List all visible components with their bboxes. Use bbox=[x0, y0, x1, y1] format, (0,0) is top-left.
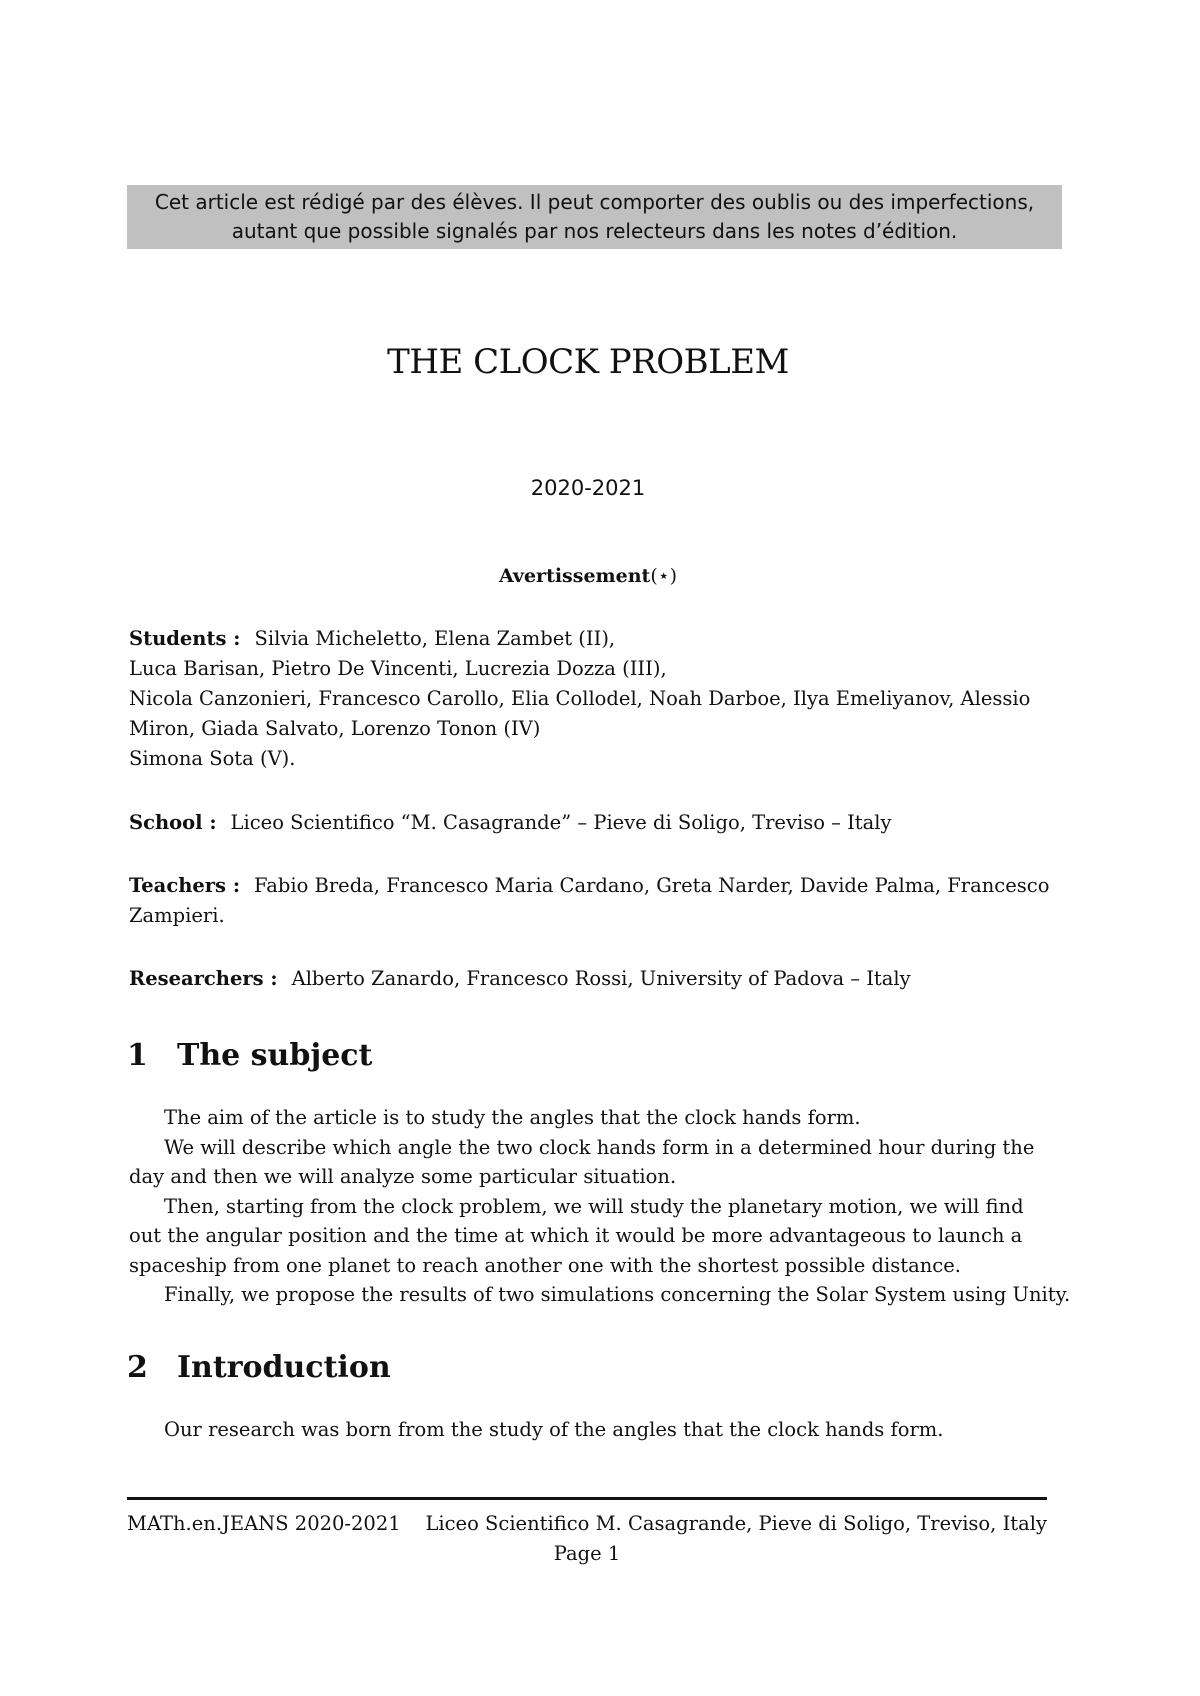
page-number: Page 1 bbox=[553, 1542, 621, 1565]
section-title-1: The subject bbox=[177, 1038, 373, 1073]
warning-mark: (⋆) bbox=[650, 565, 678, 587]
section-heading-2 bbox=[127, 1350, 391, 1385]
notice-line-1: Cet article est rédigé par des élèves. Il peut comporter des oublis ou des imperfections, bbox=[154, 190, 1035, 214]
warning-label bbox=[0, 565, 1176, 587]
teachers-block bbox=[129, 871, 1059, 931]
section-1-body bbox=[129, 1103, 1071, 1310]
section-2-body bbox=[129, 1415, 1064, 1445]
paragraph-line: We will describe which angle the two clock hands form in a determined hour during the bbox=[164, 1135, 1035, 1159]
footer-school: Liceo Scientifico M. Casagrande, Pieve di Soligo, Treviso, Italy bbox=[425, 1512, 1047, 1535]
notice-line-2: autant que possible signalés par nos relecteurs dans les notes d’édition. bbox=[231, 219, 958, 243]
paragraph-line: day and then we will analyze some particular situation. bbox=[129, 1165, 677, 1188]
students-line-3: Nicola Canzonieri, Francesco Carollo, Elia Collodel, Noah Darboe, Ilya Emeliyanov, Alessio bbox=[129, 687, 1031, 710]
students-line-2: Luca Barisan, Pietro De Vincenti, Lucrezia Dozza (III), bbox=[129, 657, 667, 680]
paragraph-line: spaceship from one planet to reach another one with the shortest possible distance. bbox=[129, 1253, 961, 1277]
paragraph-line: The aim of the article is to study the angles that the clock hands form. bbox=[164, 1106, 861, 1129]
section-heading-1 bbox=[127, 1038, 372, 1073]
warning-text: Avertissement bbox=[498, 565, 651, 587]
paragraph-line: Then, starting from the clock problem, we will study the planetary motion, we will find bbox=[164, 1194, 1024, 1218]
teachers-line-1: Fabio Breda, Francesco Maria Cardano, Greta Narder, Davide Palma, Francesco bbox=[254, 874, 1050, 897]
students-label: Students : bbox=[129, 627, 241, 650]
editorial-notice-box bbox=[127, 185, 1062, 249]
school-label: School : bbox=[129, 811, 217, 834]
article-title: THE CLOCK PROBLEM bbox=[387, 342, 789, 382]
paragraph-line: Our research was born from the study of the angles that the clock hands form. bbox=[164, 1418, 944, 1441]
researchers-block bbox=[129, 964, 1059, 994]
footer-event: MATh.en.JEANS 2020-2021 bbox=[127, 1512, 401, 1535]
footer-divider bbox=[127, 1497, 1047, 1500]
teachers-label: Teachers : bbox=[129, 874, 241, 897]
researchers-text: Alberto Zanardo, Francesco Rossi, University of Padova – Italy bbox=[291, 967, 911, 990]
researchers-label: Researchers : bbox=[129, 967, 278, 990]
students-line-5: Simona Sota (V). bbox=[129, 747, 296, 770]
section-title-2: Introduction bbox=[177, 1350, 391, 1385]
teachers-line-2: Zampieri. bbox=[129, 904, 225, 927]
article-year: 2020-2021 bbox=[530, 476, 646, 500]
section-number-1: 1 bbox=[127, 1038, 148, 1073]
paragraph-line: out the angular position and the time at which it would be more advantageous to launch a bbox=[129, 1224, 1023, 1247]
school-text: Liceo Scientifico “M. Casagrande” – Pieve di Soligo, Treviso – Italy bbox=[230, 811, 892, 834]
students-line-4: Miron, Giada Salvato, Lorenzo Tonon (IV) bbox=[129, 717, 541, 740]
section-number-2: 2 bbox=[127, 1350, 148, 1385]
students-block bbox=[129, 624, 1059, 774]
students-line-1: Silvia Micheletto, Elena Zambet (II), bbox=[254, 627, 616, 650]
school-block bbox=[129, 808, 1059, 838]
page-footer bbox=[127, 1509, 1047, 1569]
paragraph-line: Finally, we propose the results of two simulations concerning the Solar System using Unity. bbox=[164, 1283, 1071, 1306]
